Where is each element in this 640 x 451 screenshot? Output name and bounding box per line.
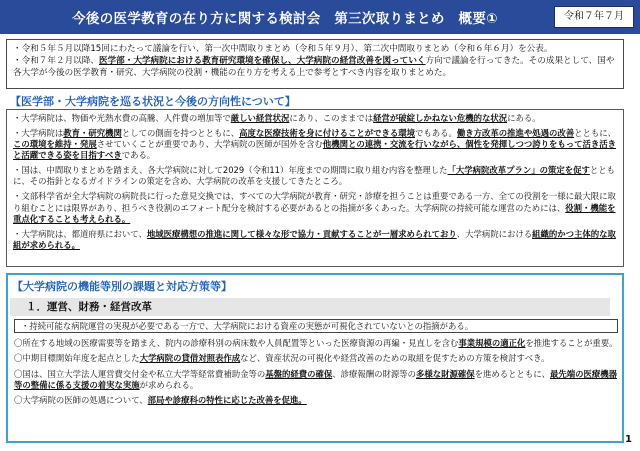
paragraph-3: ・国は、中間取りまとめを踏まえ、各大学病院に対して2029（令和11）年度までの期間に取り組む内容を整理した「大学病院改革プラン」の策定を促すとともに、その指針となるガイドラインの策定を含め、大学病院の改革を支援してきたところ。 [13,165,615,187]
intro-line-1: ・令和５年５月以降15回にわたって議論を行い、第一次中間取りまとめ（令和５年９月）、第二次中間取りまとめ（令和６年６月）を公表。 [13,44,553,54]
section-1-title: 【医学部・大学病院を巡る状況と今後の方向性について】 [10,95,296,108]
paragraph-4: ・文部科学省が全大学病院の病院長に行った意見交換では、すべての大学病院が教育・研究・診療を担うことは重要である一方、全ての役割を一様に最大限に取り組むことには限界があり、担うべき役割のエフォート配分を検討する必要があるとの指摘が多くあった。大学病院の持続可能な運営のためには、役割・機能を重点化することも考えられる。 [13,191,616,224]
intro-text: 方向で議論を行ってきた。その成果として、国や各大学が今後の医学教育・研究、大学病院の役割・機能の在り方を考える上で参考とすべき内容を取りまとめた。 [13,56,615,78]
paragraph-2: ・大学病院は教育・研究機関としての側面を持つとともに、高度な医療技術を身に付けることができる環境でもある。働き方改革の推進や処遇の改善とともに、この環境を維持・発展させていくことが重要であり、大学病院の医師が国外を含む他機関との連携・交流を行いながら、個性を発揮しつつ誇りをもって活き活きと活躍できる姿を目指すべきである。 [13,127,616,161]
subsection-heading: １．運営、財務・経営改革 [10,298,610,316]
measure-3: 〇国は、国立大学法人運営費交付金や私立大学等経常費補助金等の基盤的経費の確保、診療報酬の財源等の多様な財源確保を進めるとともに、最先端の医療機器等の整備に係る支援の着実な実施が求められる。 [14,368,617,390]
problem-statement: ・持続可能な病院運営の実現が必要である一方で、大学病院における資産の実態が可視化されていないとの指摘がある。 [14,319,618,333]
page-number: 1 [625,434,632,445]
intro-text: ・令和７年２月以降、 [13,56,99,66]
intro-line-2 [13,55,617,79]
section-2-title: 【大学病院の機能等別の課題と対応方策等】 [12,280,232,293]
section-1-box [6,109,624,267]
measure-1: 〇所在する地域の医療需要等を踏まえ、院内の診療科別の病床数や人員配置等といった医療資源の再編・見直しを含む事業規模の適正化を推進することが重要。 [14,338,618,348]
header-bar [0,0,640,34]
measures-list [14,338,618,410]
page-title: 今後の医学教育の在り方に関する検討会 第三次取りまとめ 概要① [72,11,498,27]
measure-2: 〇中期目標開始年度を起点とした大学病院の貸借対照表作成など、資産状況の可視化や経営改善のための取組を促すための方策を検討すべき。 [14,353,550,364]
measure-4: 〇大学病院の医師の処遇について、部局や診療科の特性に応じた改善を促進。 [14,395,307,406]
date-badge: 令和７年７月 [554,6,634,28]
intro-emphasis: 医学部・大学病院における教育研究環境を確保し、大学病院の経営改善を図っていく [98,56,426,66]
paragraph-5: ・大学病院は、都道府県において、地域医療構想の推進に関して様々な形で協力・貢献することが一層求められており、大学病院における組織的かつ主体的な取組が求められる。 [13,228,616,250]
paragraph-1: ・大学病院は、物価や光熱水費の高騰、人件費の増加等で厳しい経営状況にあり、このままでは経営が破綻しかねない危機的な状況にある。 [13,113,541,123]
intro-box [6,39,624,89]
